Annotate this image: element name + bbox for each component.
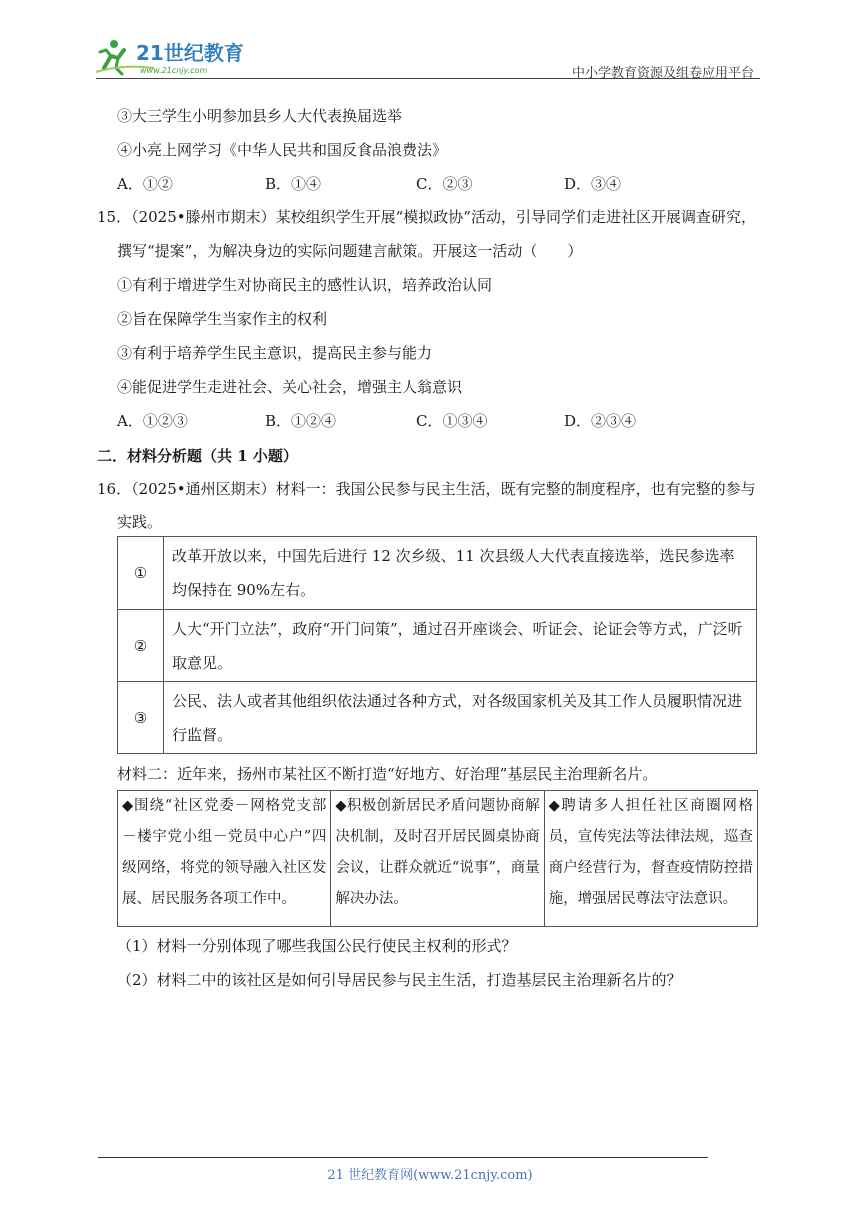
q15-option-c[interactable]: C．①③④ xyxy=(416,412,488,430)
q15-option-d[interactable]: D．②③④ xyxy=(564,412,637,430)
footer-link[interactable]: 21 世纪教育网(www.21cnjy.com) xyxy=(327,1168,533,1183)
q15-item-4: ④能促进学生走进社会、关心社会，增强主人翁意识 xyxy=(117,378,463,396)
row-text: 改革开放以来，中国先后进行 12 次乡级、11 次县级人大代表直接选举，选民参选率均保持在 90%左右。 xyxy=(164,537,757,610)
q15-item-1: ①有利于增进学生对协商民主的感性认识，培养政治认同 xyxy=(117,276,493,294)
q16-stem-cont: 实践。 xyxy=(117,513,163,531)
q16-sub-question-1: （1）材料一分别体现了哪些我国公民行使民主权利的形式？ xyxy=(117,937,517,955)
table-row xyxy=(118,682,757,754)
material2-table xyxy=(117,790,758,927)
material2-intro: 材料二：近年来，扬州市某社区不断打造“好地方、好治理”基层民主治理新名片。 xyxy=(117,765,658,783)
q15-item-3: ③有利于培养学生民主意识，提高民主参与能力 xyxy=(117,344,433,362)
q15-option-a[interactable]: A．①②③ xyxy=(117,412,188,430)
q15-stem-cont: 撰写“提案”，为解决身边的实际问题建言献策。开展这一活动（ ） xyxy=(117,242,583,260)
q15-item-2: ②旨在保障学生当家作主的权利 xyxy=(117,310,328,328)
row-number: ③ xyxy=(118,682,164,754)
q15-stem: 15．（2025•滕州市期末）某校组织学生开展“模拟政协”活动，引导同学们走进社区开展调查研究， xyxy=(97,208,756,226)
section-title: 二．材料分析题（共 1 小题） xyxy=(97,447,298,465)
q14-option-b[interactable]: B．①④ xyxy=(265,175,322,193)
material1-table xyxy=(117,536,757,754)
logo-url: www.21cnjy.com xyxy=(140,66,208,75)
q14-option-a[interactable]: A．①② xyxy=(117,175,173,193)
q14-option-d[interactable]: D．③④ xyxy=(564,175,622,193)
q16-stem: 16．（2025•通州区期末）材料一：我国公民参与民主生活，既有完整的制度程序，也有完整的参与 xyxy=(97,480,756,498)
logo xyxy=(94,38,264,78)
q15-option-b[interactable]: B．①②④ xyxy=(265,412,337,430)
row-text: 公民、法人或者其他组织依法通过各种方式，对各级国家机关及其工作人员履职情况进行监督。 xyxy=(164,682,757,754)
measure-cell-2: ◆积极创新居民矛盾问题协商解决机制，及时召开居民圆桌协商会议，让群众就近“说事”，商量解决办法。 xyxy=(331,791,544,927)
logo-text: 21世纪教育 xyxy=(136,41,244,65)
platform-name: 中小学教育资源及组卷应用平台 xyxy=(571,66,754,81)
row-number: ② xyxy=(118,610,164,682)
row-number: ① xyxy=(118,537,164,610)
row-text: 人大“开门立法”，政府“开门问策”，通过召开座谈会、听证会、论证会等方式，广泛听取意见。 xyxy=(164,610,757,682)
table-row xyxy=(118,791,758,927)
footer-divider xyxy=(98,1157,708,1158)
table-row xyxy=(118,610,757,682)
measure-cell-1: ◆围绕“社区党委－网格党支部－楼宇党小组－党员中心户”四级网络，将党的领导融入社区发展、居民服务各项工作中。 xyxy=(118,791,331,927)
q14-option-c[interactable]: C．②③ xyxy=(416,175,473,193)
header-divider xyxy=(96,78,760,79)
q16-sub-question-2: （2）材料二中的该社区是如何引导居民参与民主生活，打造基层民主治理新名片的？ xyxy=(117,971,682,989)
measure-cell-3: ◆聘请多人担任社区商圈网格员，宣传宪法等法律法规，巡查商户经营行为，督查疫情防控措施，增强居民尊法守法意识。 xyxy=(544,791,757,927)
q14-item-3: ③大三学生小明参加县乡人大代表换届选举 xyxy=(117,107,403,125)
q14-item-4: ④小亮上网学习《中华人民共和国反食品浪费法》 xyxy=(117,141,448,159)
table-row xyxy=(118,537,757,610)
logo-runner-icon xyxy=(94,38,264,78)
